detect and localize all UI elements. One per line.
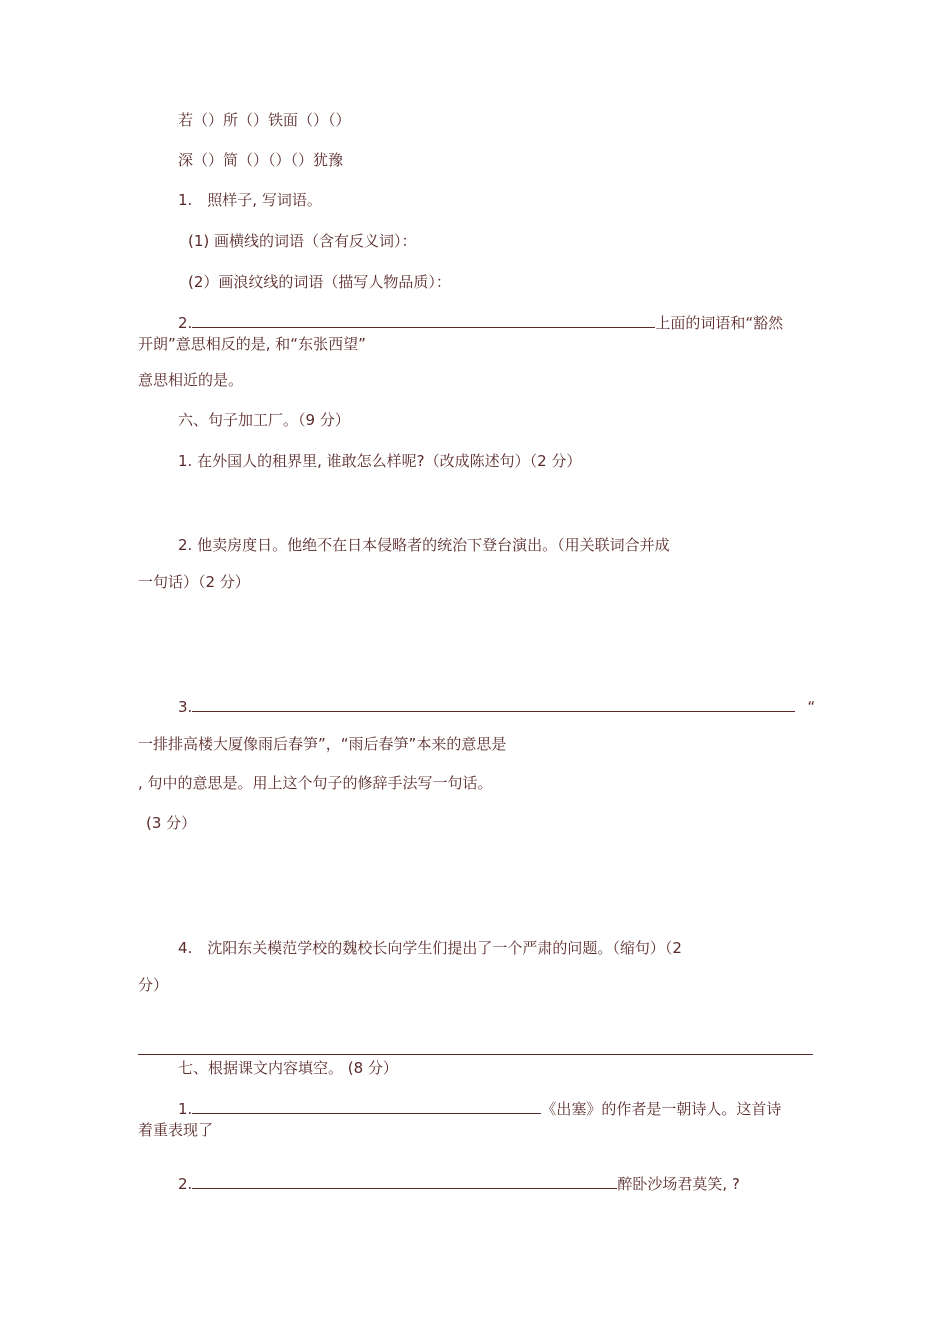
question-1-title: 1. 照样子, 写词语。	[178, 191, 322, 209]
answer-blank[interactable]	[192, 1099, 541, 1114]
question-2-line	[178, 313, 783, 333]
question-3-quote: “	[807, 698, 816, 716]
section-6-question-4: 4. 沈阳东关模范学校的魏校长向学生们提出了一个严肃的问题。（缩句）（2	[178, 939, 682, 957]
idiom-row-1: 若（）所（）铁面（）（）	[178, 111, 351, 129]
question-2-tail: 意思相近的是。	[138, 371, 244, 389]
section-6-heading: 六、句子加工厂。（9 分）	[178, 411, 350, 429]
section-6-question-3-text: 一排排高楼大厦像雨后春笋”，“雨后春笋”本来的意思是	[138, 735, 507, 753]
section-7-heading: 七、根据课文内容填空。 (8 分）	[178, 1059, 398, 1077]
section-6-question-2: 2. 他卖房度日。他绝不在日本侵略者的统治下登台演出。（用关联词合并成	[178, 536, 670, 554]
section-6-question-3-score: (3 分）	[146, 814, 197, 832]
idiom-row-2: 深（）简（）（）（）犹豫	[178, 151, 344, 169]
question-2-number: 2.	[178, 314, 193, 332]
question-3-number: 3.	[178, 698, 193, 716]
section-7-question-1-line	[178, 1099, 781, 1119]
section-7-question-1-continued: 着重表现了	[138, 1121, 214, 1139]
section-7-q1-number: 1.	[178, 1100, 193, 1118]
section-6-question-2-continued: 一句话）（2 分）	[138, 573, 250, 591]
section-6-question-4-continued: 分）	[138, 976, 169, 994]
sub-question-1: (1) 画横线的词语（含有反义词）：	[188, 232, 417, 250]
answer-blank[interactable]	[192, 313, 655, 328]
section-6-question-3-text-2: , 句中的意思是。用上这个句子的修辞手法写一句话。	[138, 774, 493, 792]
answer-blank[interactable]	[192, 1174, 617, 1189]
section-7-question-2-line	[178, 1174, 740, 1194]
section-6-question-1: 1. 在外国人的租界里, 谁敢怎么样呢?（改成陈述句）（2 分）	[178, 452, 582, 470]
section-7-q2-text: 醉卧沙场君莫笑, ?	[617, 1175, 740, 1193]
sub-question-2: (2）画浪纹线的词语（描写人物品质）：	[188, 273, 451, 291]
section-7-q1-text: 《出塞》的作者是一朝诗人。这首诗	[541, 1100, 782, 1118]
divider-line	[138, 1054, 813, 1055]
answer-blank[interactable]	[192, 697, 795, 712]
section-7-q2-number: 2.	[178, 1175, 193, 1193]
question-2-continued: 开朗”意思相反的是, 和“东张西望”	[138, 335, 366, 353]
section-6-question-3-line	[178, 697, 815, 717]
question-2-text: 上面的词语和“豁然	[655, 314, 784, 332]
